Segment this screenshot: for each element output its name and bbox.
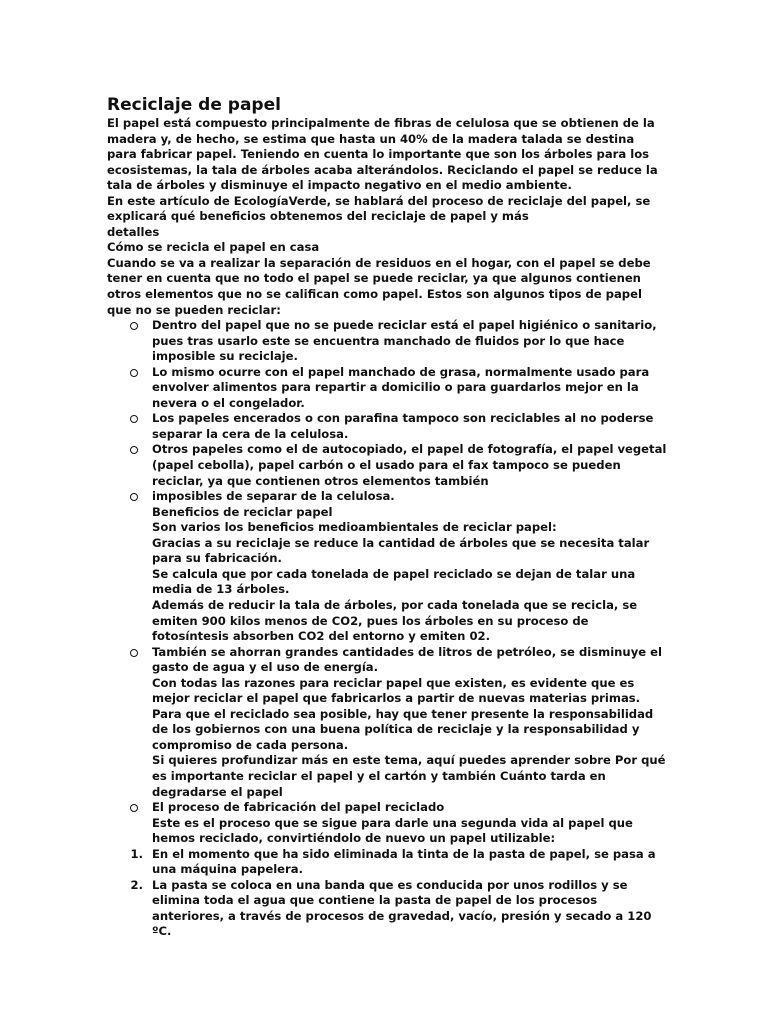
casa-paragraph: Cuando se va a realizar la separación de residuos en el hogar, con el papel se debe tener en cuenta que no todo el papel se puede reciclar, ya que algunos contienen otros elementos que no se califican como papel. Estos son algunos tipos de papel que no se pueden reciclar:	[107, 255, 651, 317]
step-number: 1.	[130, 846, 143, 861]
list-item: El proceso de fabricación del papel reciclado	[107, 800, 667, 816]
list-item: También se ahorran grandes cantidades de litros de petróleo, se disminuye el gasto de agua y el uso de energía.	[107, 645, 667, 676]
circle-bullet-icon	[130, 369, 138, 377]
intro-paragraph: El papel está compuesto principalmente de fibras de celulosa que se obtienen de la madera y, de hecho, se estima que hasta un 40% de la madera talada se destina para fabricar papel. Teniendo en cuenta lo importante que son los árboles para los ecosistemas, la tala de árboles acaba alterándolos. Reciclando el papel se reduce la tala de árboles y disminuye el impacto negativo en el medio ambiente.	[107, 116, 658, 193]
list-item	[107, 878, 667, 940]
benefit-text: Se calcula que por cada tonelada de papel reciclado se dejan de talar una media de 13 árboles.	[152, 566, 636, 597]
process-steps-list	[107, 847, 667, 940]
circle-bullet-icon	[130, 649, 138, 657]
intro-detalles: detalles	[107, 224, 160, 239]
list-item: Lo mismo ocurre con el papel manchado de grasa, normalmente usado para envolver alimentos para repartir a domicilio o para guardarlos mejor en la nevera o el congelador.	[107, 365, 667, 412]
benefits-section	[107, 505, 667, 645]
benefit-text: Gracias a su reciclaje se reduce la cantidad de árboles que se necesita talar para su fabricación.	[152, 535, 650, 566]
step-text: La pasta se coloca en una banda que es conducida por unos rodillos y se elimina toda el agua que contiene la pasta de papel de los procesos anteriores, a través de procesos de gravedad, vacío, presión y secado a 120 ºC.	[152, 877, 652, 939]
proceso-list	[107, 800, 667, 816]
list-item	[107, 847, 667, 878]
conclusion-section	[107, 676, 667, 800]
circle-bullet-icon	[130, 493, 138, 501]
step-number: 2.	[130, 877, 143, 892]
circle-bullet-icon	[130, 446, 138, 454]
list-item: Dentro del papel que no se puede reciclar está el papel higiénico o sanitario, pues tras usarlo este se encuentra manchado de fluidos por lo que hace imposible su reciclaje.	[107, 318, 667, 365]
benefits-heading: Beneficios de reciclar papel	[152, 504, 333, 519]
page-title: Reciclaje de papel	[107, 95, 281, 115]
benefits-intro: Son varios los beneficios medioambientales de reciclar papel:	[152, 520, 557, 535]
petroleo-list	[107, 645, 667, 676]
proceso-intro-text: Este es el proceso que se sigue para darle una segunda vida al papel que hemos reciclado, convirtiéndolo de nuevo un papel utilizable:	[152, 815, 633, 846]
circle-bullet-icon	[130, 322, 138, 330]
conclusion-paragraph: Con todas las razones para reciclar papel que existen, es evidente que es mejor reciclar el papel que fabricarlos a partir de nuevas materias primas. Para que el reciclado sea posible, hay que tener presente la responsabilidad de los gobiernos con una buena política de reciclaje y la responsabilidad y compromiso de cada persona.	[152, 675, 654, 752]
benefit-text: Además de reducir la tala de árboles, por cada tonelada que se recicla, se emiten 900 kilos menos de CO2, pues los árboles en su proceso de fotosíntesis absorben CO2 del entorno y emiten 02.	[152, 597, 638, 644]
circle-bullet-icon	[130, 415, 138, 423]
intro-article-note: En este artículo de EcologíaVerde, se hablará del proceso de reciclaje del papel, se explicará qué beneficios obtenemos del reciclaje de papel y más	[107, 193, 651, 224]
list-item: Otros papeles como el de autocopiado, el papel de fotografía, el papel vegetal (papel cebolla), papel carbón o el usado para el fax tampoco se pueden reciclar, ya que contienen otros elementos también	[107, 442, 667, 489]
further-reading-paragraph: Si quieres profundizar más en este tema, aquí puedes aprender sobre Por qué es importante reciclar el papel y el cartón y también Cuánto tarda en degradarse el papel	[152, 753, 666, 799]
step-text: En el momento que ha sido eliminada la tinta de la pasta de papel, se pasa a una máquina papelera.	[152, 846, 656, 877]
list-item: imposibles de separar de la celulosa.	[107, 489, 667, 505]
section-heading-casa: Cómo se recicla el papel en casa	[107, 240, 320, 255]
document-body	[107, 94, 667, 940]
circle-bullet-icon	[130, 804, 138, 812]
list-item: Los papeles encerados o con parafina tampoco son reciclables al no poderse separar la cera de la celulosa.	[107, 411, 667, 442]
non-recyclable-list	[107, 318, 667, 505]
proceso-intro	[107, 816, 667, 847]
